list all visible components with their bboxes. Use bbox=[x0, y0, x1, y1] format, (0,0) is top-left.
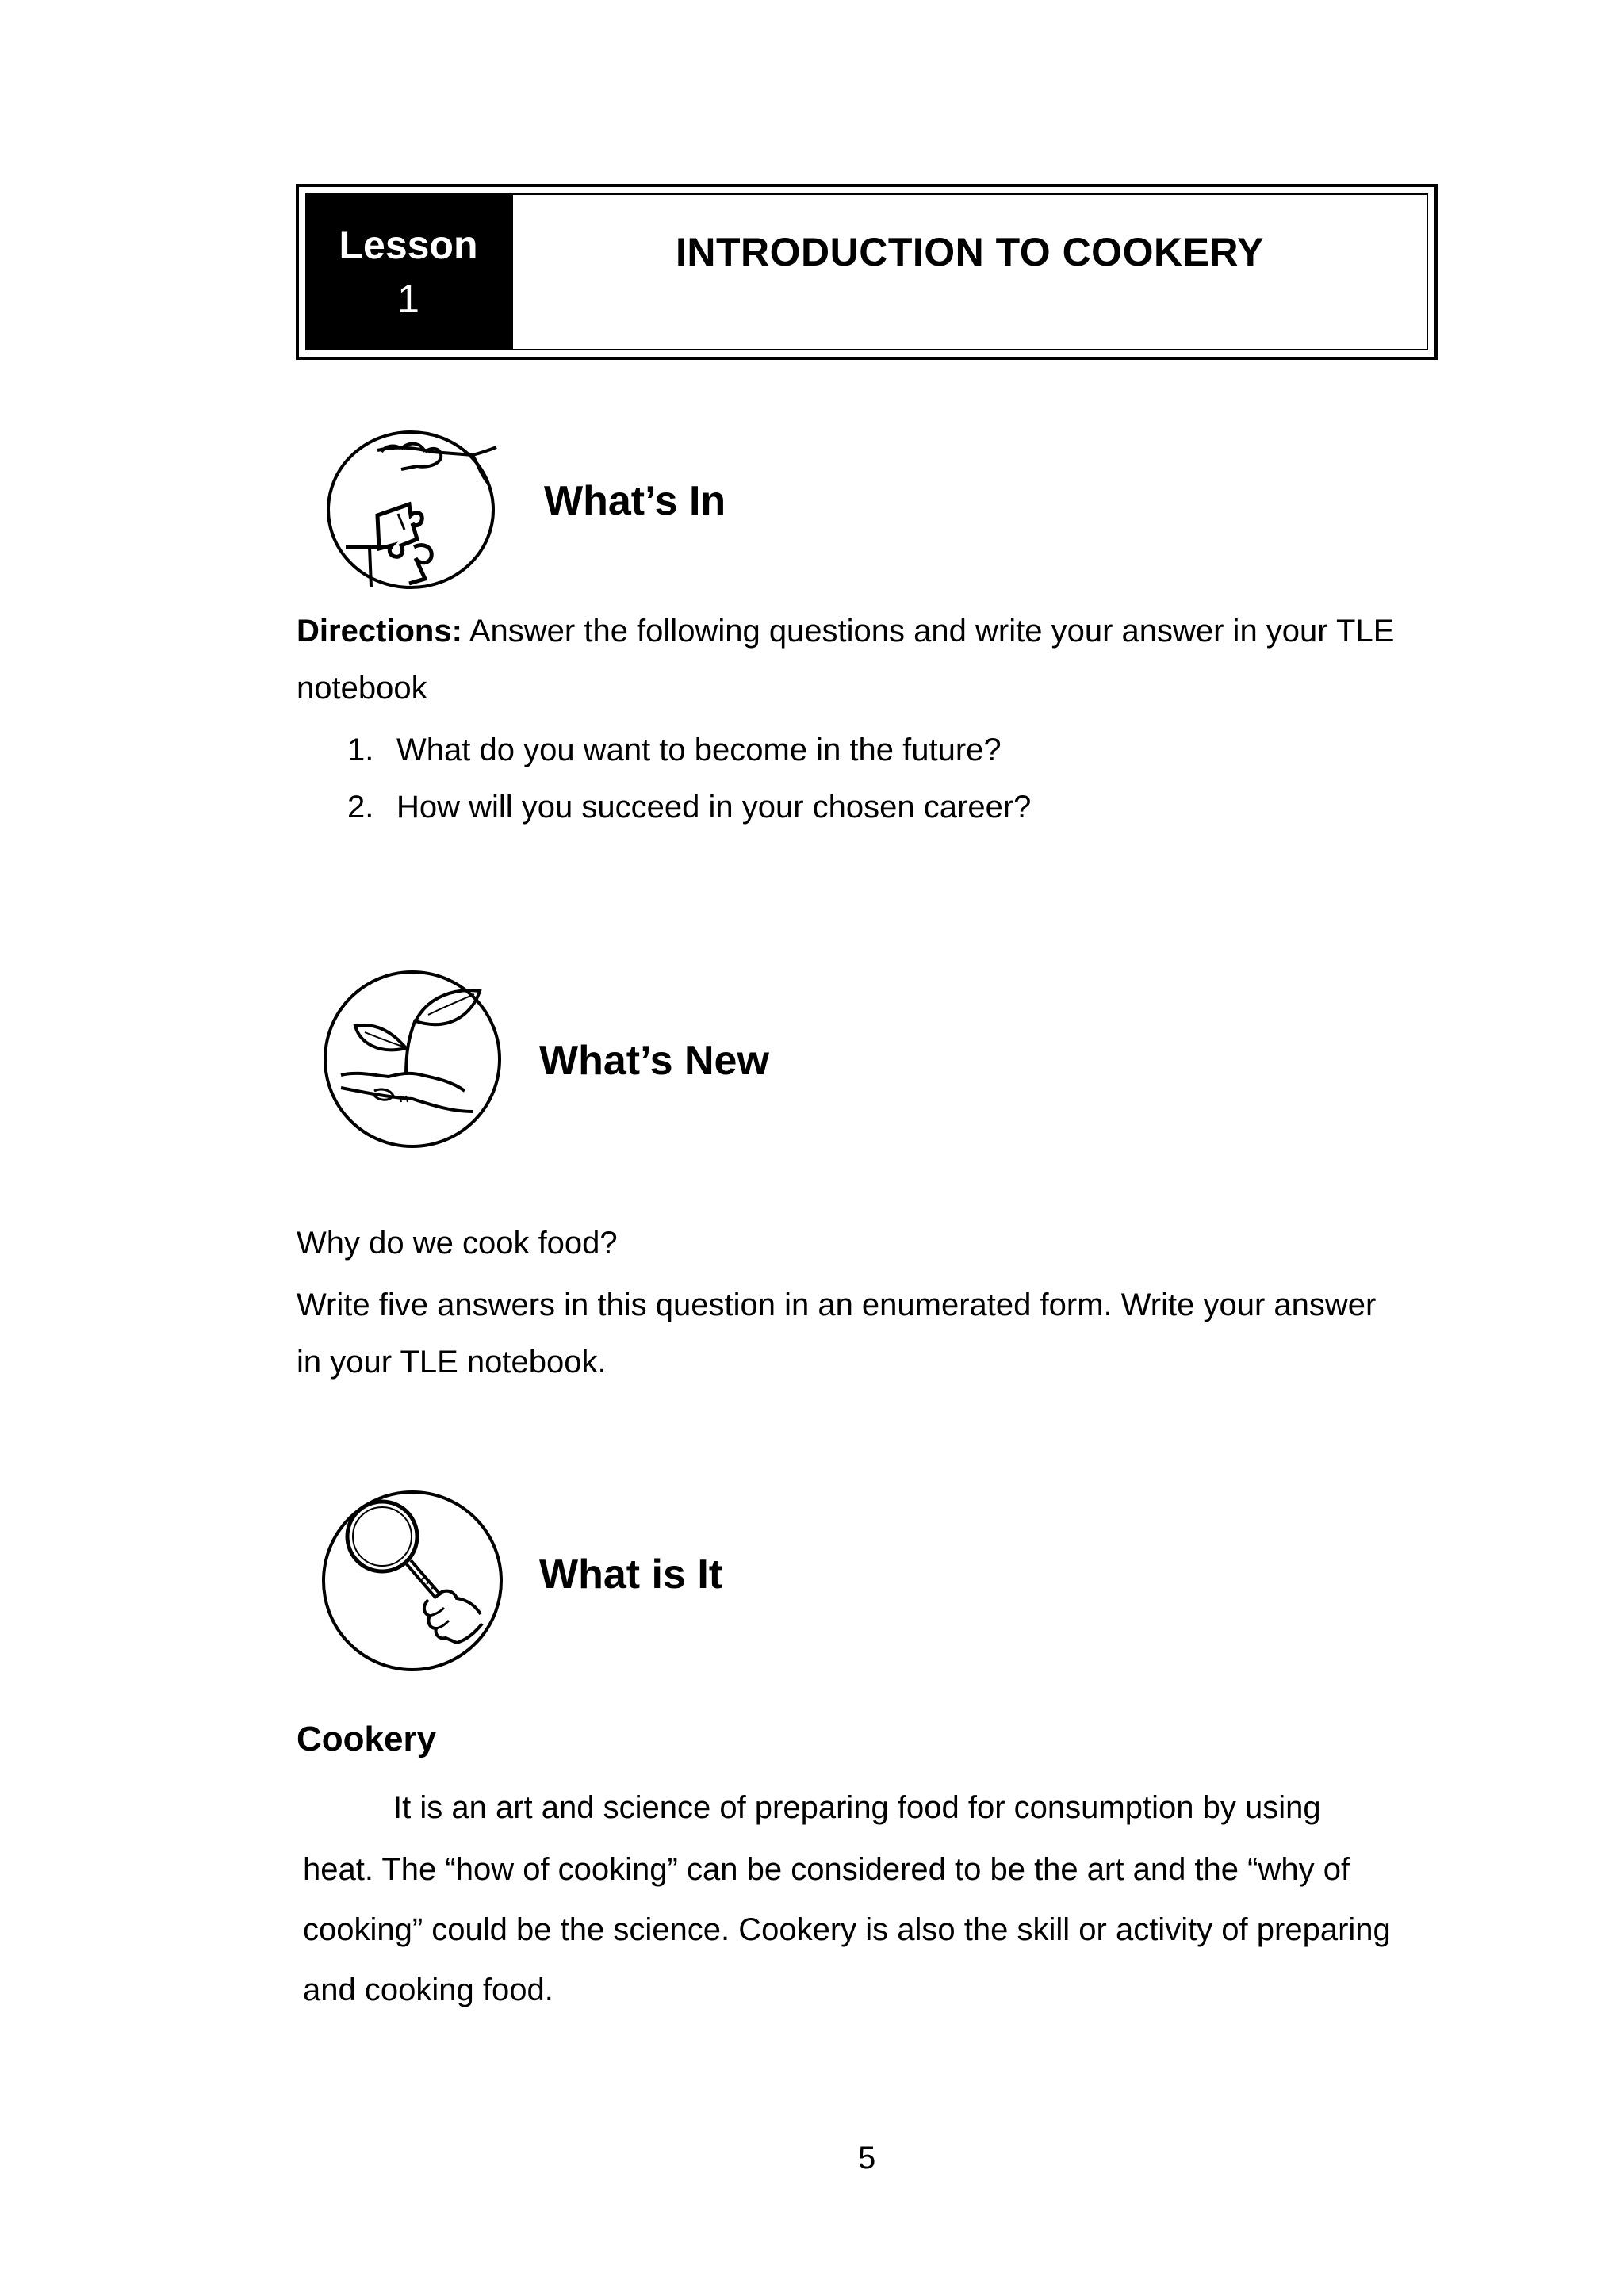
cookery-subheading: Cookery bbox=[297, 1720, 437, 1758]
directions bbox=[297, 615, 1394, 647]
cookery-paragraph-line-2: heat. The “how of cooking” can be considered to be the art and the “why of bbox=[303, 1852, 1350, 1887]
directions-continuation: notebook bbox=[297, 671, 427, 706]
lesson-number: 1 bbox=[397, 277, 419, 321]
list-item bbox=[347, 790, 1031, 825]
lesson-badge bbox=[307, 195, 510, 349]
lesson-title: INTRODUCTION TO COOKERY bbox=[675, 230, 1265, 274]
whats-in-heading: What’s In bbox=[544, 478, 726, 524]
whats-new-line-3: in your TLE notebook. bbox=[297, 1345, 607, 1380]
hand-seedling-icon bbox=[317, 956, 508, 1150]
lesson-label: Lesson bbox=[339, 223, 478, 267]
lesson-header bbox=[296, 184, 1438, 360]
lesson-title-cell bbox=[513, 195, 1427, 349]
cookery-paragraph-line-4: and cooking food. bbox=[303, 1973, 553, 2007]
question-number: 1. bbox=[347, 733, 374, 767]
question-text: What do you want to become in the future? bbox=[396, 733, 1002, 767]
page-number: 5 bbox=[858, 2141, 876, 2175]
whats-new-line-2: Write five answers in this question in an enumerated form. Write your answer bbox=[297, 1288, 1377, 1322]
question-number: 2. bbox=[347, 790, 374, 825]
cookery-paragraph-line-1: It is an art and science of preparing food for consumption by using bbox=[393, 1790, 1321, 1825]
list-item bbox=[347, 733, 1002, 768]
hand-puzzle-icon bbox=[322, 428, 504, 591]
cookery-paragraph-line-3: cooking” could be the science. Cookery is also the skill or activity of preparing bbox=[303, 1912, 1391, 1947]
lesson-header-frame bbox=[305, 193, 1428, 350]
directions-label: Directions: bbox=[297, 614, 462, 649]
directions-text: Answer the following questions and write your answer in your TLE bbox=[462, 614, 1395, 649]
magnifying-glass-icon bbox=[317, 1481, 508, 1676]
what-is-it-heading: What is It bbox=[539, 1552, 723, 1598]
question-text: How will you succeed in your chosen career? bbox=[396, 790, 1032, 825]
whats-new-heading: What’s New bbox=[539, 1038, 769, 1084]
whats-new-line-1: Why do we cook food? bbox=[297, 1226, 618, 1261]
